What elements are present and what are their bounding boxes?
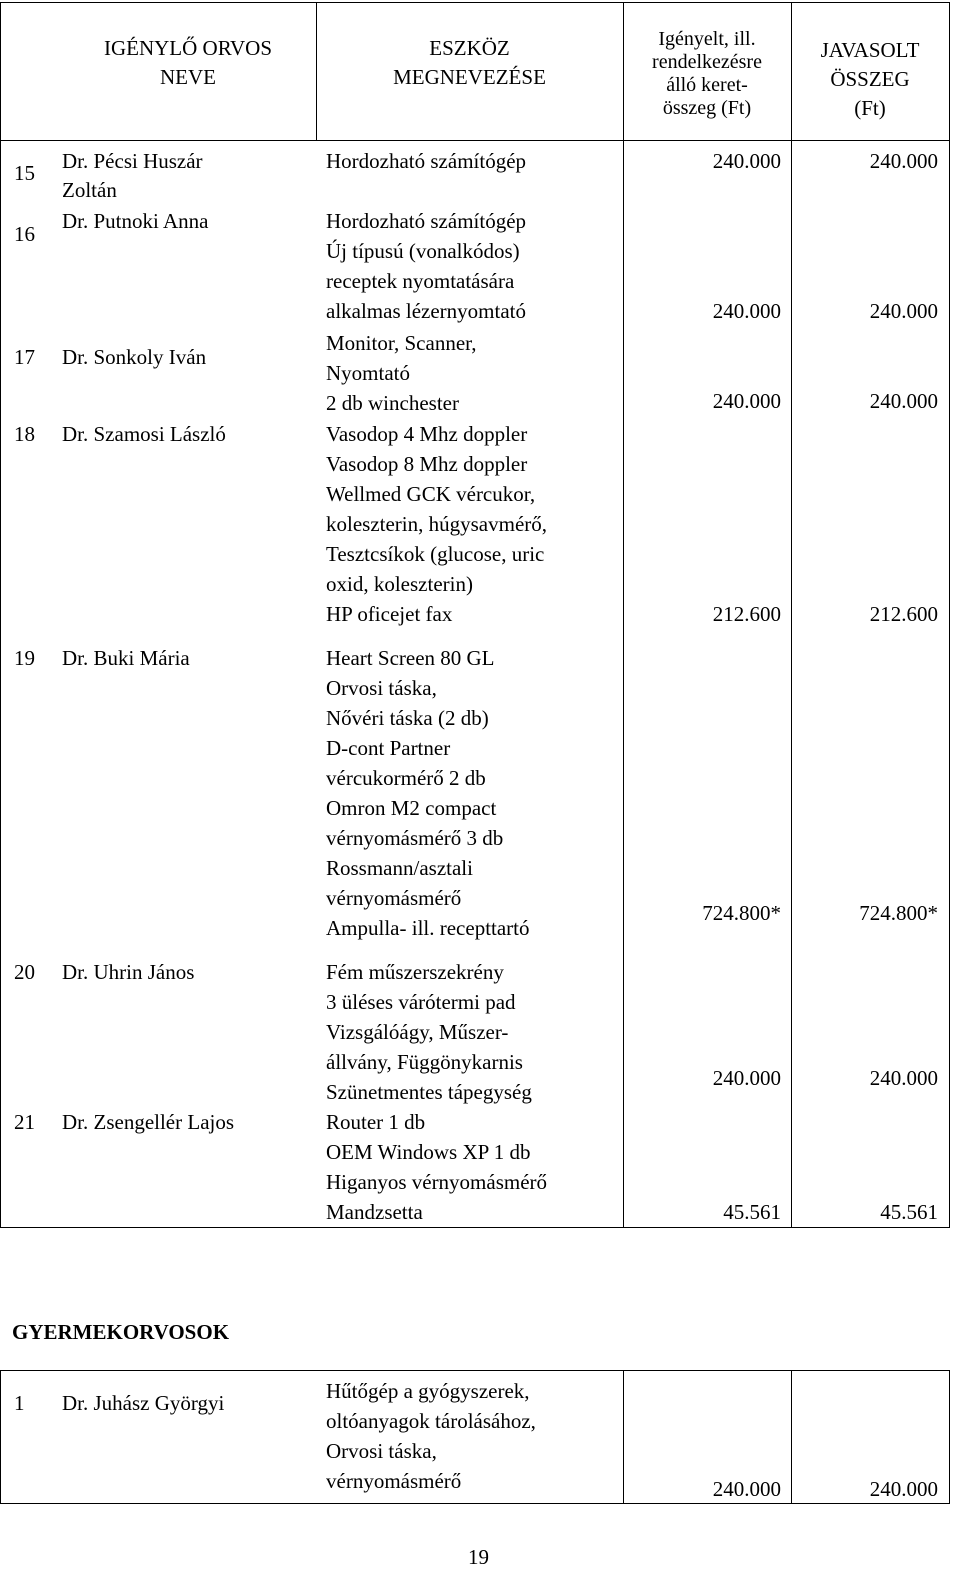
device-item: Higanyos vérnyomásmérő bbox=[326, 1170, 548, 1194]
device-item: Hűtőgép a gyógyszerek, bbox=[326, 1379, 530, 1403]
proposed-amount: 45.561 bbox=[880, 1200, 938, 1224]
device-item: D-cont Partner bbox=[326, 736, 451, 760]
header-rule bbox=[0, 140, 950, 141]
doctor-name: Dr. Zsengellér Lajos bbox=[62, 1110, 235, 1134]
requested-amount: 212.600 bbox=[712, 602, 781, 626]
device-item: Router 1 db bbox=[326, 1110, 426, 1134]
device-item: Tesztcsíkok (glucose, uric bbox=[326, 542, 545, 566]
device-item: Hordozható számítógép bbox=[326, 209, 527, 233]
doctor-name: Dr. Uhrin János bbox=[62, 960, 195, 984]
row-number: 18 bbox=[14, 422, 35, 446]
device-item: vércukormérő 2 db bbox=[326, 766, 486, 790]
requested-amount: 240.000 bbox=[712, 1066, 781, 1090]
requested-amount: 240.000 bbox=[712, 299, 781, 323]
doctor-name: Dr. Szamosi László bbox=[62, 422, 226, 446]
requested-amount: 724.800* bbox=[702, 901, 781, 925]
requested-amount: 240.000 bbox=[712, 149, 781, 173]
page-number: 19 bbox=[468, 1545, 489, 1569]
device-item: Szünetmentes tápegység bbox=[326, 1080, 532, 1104]
device-item: Ampulla- ill. recepttartó bbox=[326, 916, 530, 940]
device-item: HP oficejet fax bbox=[326, 602, 453, 626]
device-item: Vasodop 4 Mhz doppler bbox=[326, 422, 528, 446]
device-item: Omron M2 compact bbox=[326, 796, 497, 820]
doctor-name: Zoltán bbox=[62, 178, 117, 202]
proposed-amount: 240.000 bbox=[869, 1477, 938, 1501]
header-doctor-name: IGÉNYLŐ ORVOS NEVE bbox=[103, 36, 273, 89]
doctor-name: Dr. Putnoki Anna bbox=[62, 209, 209, 233]
device-item: Mandzsetta bbox=[326, 1200, 423, 1224]
header-requested-amount: Igényelt, ill. rendelkezésre álló keret- összeg (Ft) bbox=[652, 28, 762, 119]
device-item: vérnyomásmérő bbox=[326, 1469, 462, 1493]
proposed-amount: 240.000 bbox=[869, 149, 938, 173]
row-number: 16 bbox=[14, 222, 35, 246]
device-item: Nővéri táska (2 db) bbox=[326, 706, 489, 730]
device-item: Vizsgálóágy, Műszer- bbox=[326, 1020, 509, 1044]
requested-amount: 240.000 bbox=[712, 1477, 781, 1501]
proposed-amount: 212.600 bbox=[869, 602, 938, 626]
doctor-name: Dr. Juhász Györgyi bbox=[62, 1391, 225, 1415]
proposed-amount: 240.000 bbox=[869, 1066, 938, 1090]
row-number: 19 bbox=[14, 646, 35, 670]
device-item: Nyomtató bbox=[326, 361, 410, 385]
device-item: alkalmas lézernyomtató bbox=[326, 299, 527, 323]
device-item: Vasodop 8 Mhz doppler bbox=[326, 452, 528, 476]
device-item: Rossmann/asztali bbox=[326, 856, 473, 880]
doctor-name: Dr. Buki Mária bbox=[62, 646, 190, 670]
device-item: vérnyomásmérő bbox=[326, 886, 462, 910]
device-item: koleszterin, húgysavmérő, bbox=[326, 512, 548, 536]
section-title: GYERMEKORVOSOK bbox=[12, 1320, 230, 1344]
device-item: Orvosi táska, bbox=[326, 1439, 437, 1463]
section-right-border bbox=[949, 1370, 950, 1504]
device-item: Fém műszerszekrény bbox=[326, 960, 504, 984]
device-item: Wellmed GCK vércukor, bbox=[326, 482, 536, 506]
device-item: vérnyomásmérő 3 db bbox=[326, 826, 504, 850]
device-item: oltóanyagok tárolásához, bbox=[326, 1409, 536, 1433]
section-left-border bbox=[0, 1370, 1, 1504]
table-bottom-rule bbox=[0, 1227, 950, 1228]
device-item: Monitor, Scanner, bbox=[326, 331, 477, 355]
device-item: oxid, koleszterin) bbox=[326, 572, 473, 596]
proposed-amount: 724.800* bbox=[859, 901, 938, 925]
device-item: Heart Screen 80 GL bbox=[326, 646, 495, 670]
device-item: Új típusú (vonalkódos) bbox=[326, 239, 520, 263]
requested-amount: 240.000 bbox=[712, 389, 781, 413]
device-item: Hordozható számítógép bbox=[326, 149, 527, 173]
device-item: receptek nyomtatására bbox=[326, 269, 515, 293]
device-item: OEM Windows XP 1 db bbox=[326, 1140, 531, 1164]
row-number: 21 bbox=[14, 1110, 35, 1134]
proposed-amount: 240.000 bbox=[869, 299, 938, 323]
row-number: 20 bbox=[14, 960, 35, 984]
row-number: 17 bbox=[14, 345, 35, 369]
doctor-name: Dr. Pécsi Huszár bbox=[62, 149, 203, 173]
header-proposed-amount: JAVASOLT ÖSSZEG (Ft) bbox=[820, 38, 920, 120]
table-top-rule bbox=[0, 2, 950, 3]
device-item: állvány, Függönykarnis bbox=[326, 1050, 523, 1074]
table-right-border bbox=[949, 2, 950, 1228]
device-item: 2 db winchester bbox=[326, 391, 459, 415]
section-top-rule bbox=[0, 1370, 950, 1371]
device-item: Orvosi táska, bbox=[326, 676, 437, 700]
requested-amount: 45.561 bbox=[723, 1200, 781, 1224]
device-item: 3 üléses várótermi pad bbox=[326, 990, 516, 1014]
proposed-amount: 240.000 bbox=[869, 389, 938, 413]
table-left-border bbox=[0, 2, 1, 1228]
row-number: 1 bbox=[14, 1391, 25, 1415]
header-device-name: ESZKÖZ MEGNEVEZÉSE bbox=[393, 36, 546, 89]
doctor-name: Dr. Sonkoly Iván bbox=[62, 345, 207, 369]
row-number: 15 bbox=[14, 161, 35, 185]
